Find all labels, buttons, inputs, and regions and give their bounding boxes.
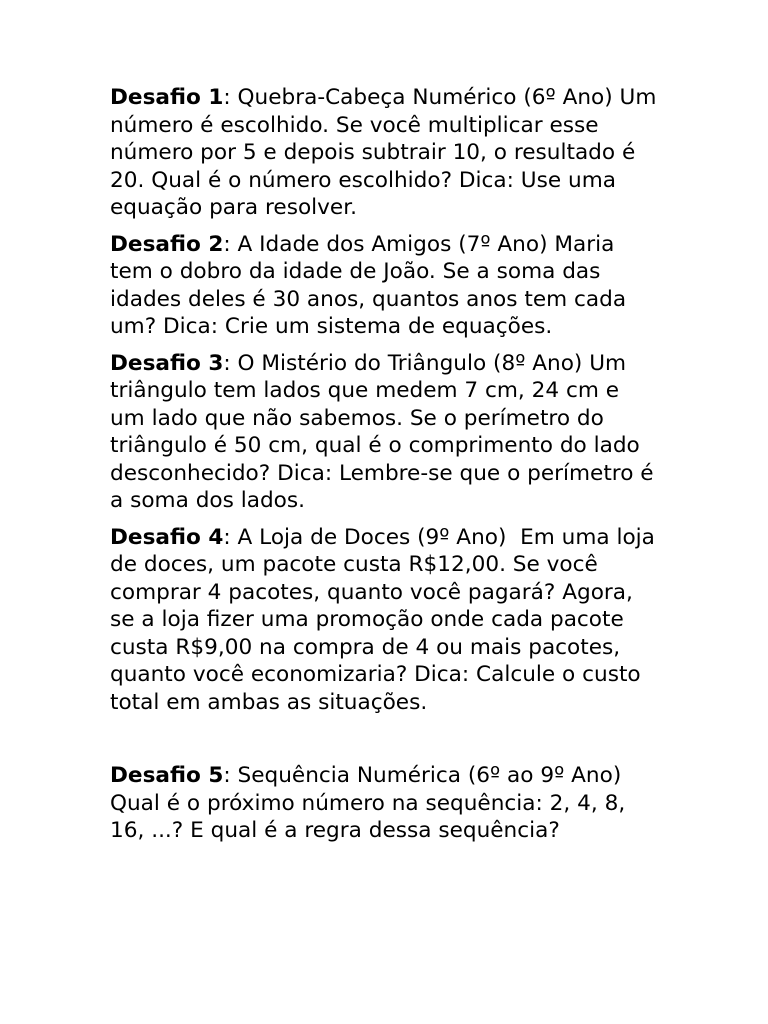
challenge-1-label: Desafio 1: [110, 85, 224, 110]
challenge-2-label: Desafio 2: [110, 231, 224, 257]
challenge-1-text: : Quebra-Cabeça Numérico (6º Ano) Um número é escolhido. Se você multiplicar esse número por 5 e depois subtrair 10, o resultado é 20. Qual é o número escolhido? Dica: Use uma equação para resolver.: [110, 85, 664, 220]
challenge-5: [110, 762, 660, 845]
challenge-2-text: : A Idade dos Amigos (7º Ano) Maria tem o dobro da idade de João. Se a soma das idades deles é 30 anos, quantos anos tem cada um? Dica: Crie um sistema de equações.: [110, 231, 633, 339]
challenge-3-text: : O Mistério do Triângulo (8º Ano) Um triângulo tem lados que medem 7 cm, 24 cm e um lado que não sabemos. Se o perímetro do triângulo é 50 cm, qual é o comprimento do lado desconhecido? Dica: Lembre-se que o perímetro é a soma dos lados.: [110, 350, 661, 513]
challenge-5-text: : Sequência Numérica (6º ao 9º Ano) Qual é o próximo número na sequência: 2, 4, 8, 16, ...? E qual é a regra dessa sequência?: [110, 763, 635, 843]
challenge-4: [110, 524, 660, 717]
challenge-2: [110, 231, 660, 341]
document-page: [110, 84, 664, 854]
challenge-4-label: Desafio 4: [110, 524, 224, 550]
challenge-3: [110, 350, 660, 515]
challenge-5-label: Desafio 5: [110, 763, 224, 788]
challenge-4-text: : A Loja de Doces (9º Ano) Em uma loja de doces, um pacote custa R$12,00. Se você comprar 4 pacotes, quanto você pagará? Agora, se a loja fizer uma promoção onde cada pacote custa R$9,00 na compra de 4 ou mais pacotes, quanto você economizaria? Dica: Calcule o custo total em ambas as situações.: [110, 524, 662, 715]
challenge-3-label: Desafio 3: [110, 350, 224, 376]
challenge-1: [110, 84, 664, 222]
